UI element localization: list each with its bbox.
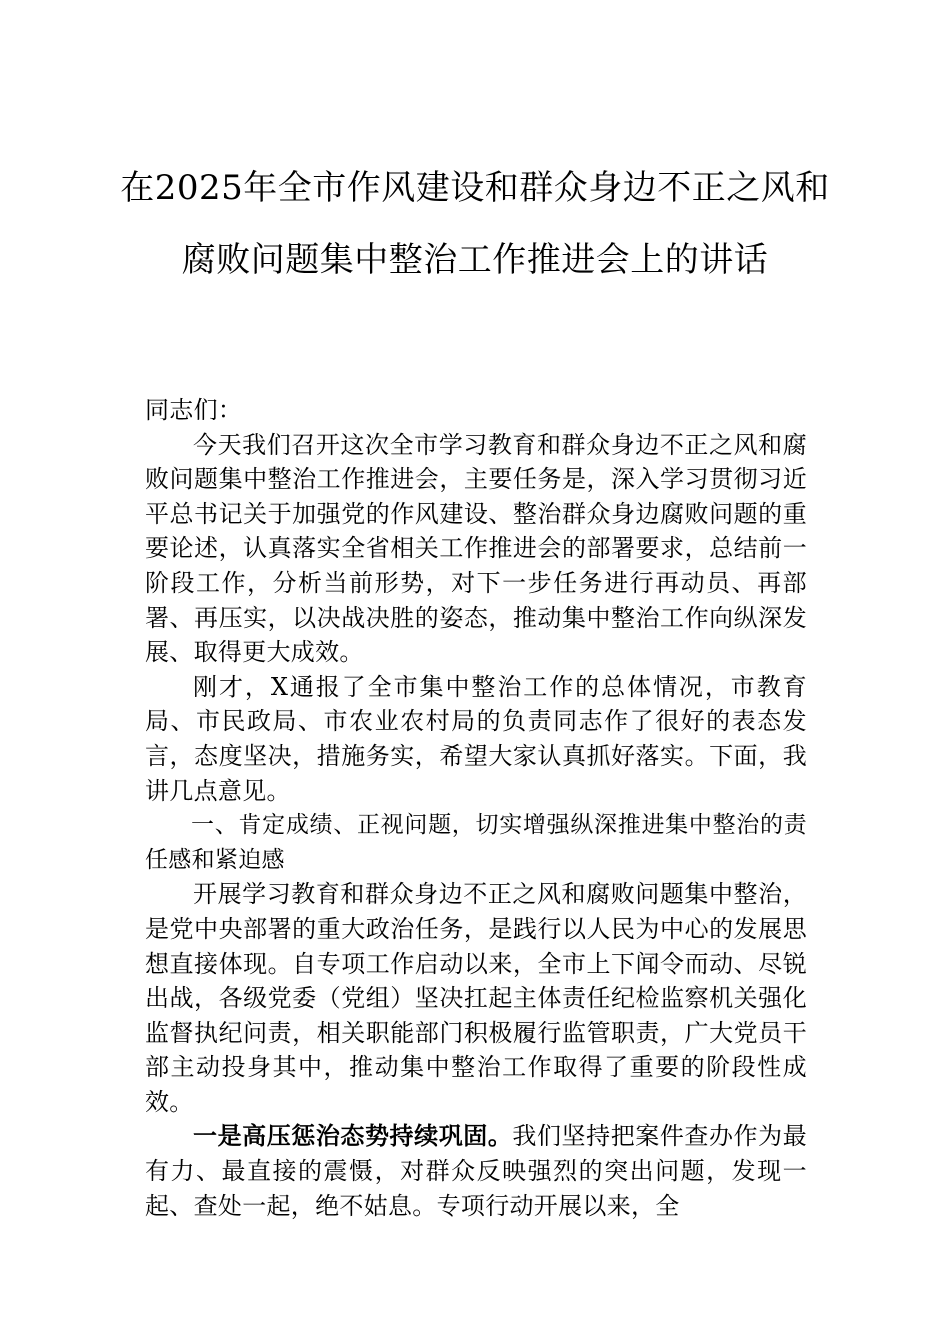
point-one-text: 我们坚持把案件查办作为最有力、最直接的震慑，对群众反映强烈的突出问题，发现一起、查处一起，绝不姑息。专项行动开展以来，全 [145, 1122, 807, 1220]
paragraph-briefing: 刚才，X通报了全市集中整治工作的总体情况，市教育局、市民政局、市农业农村局的负责同志作了很好的表态发言，态度坚决，措施务实，希望大家认真抓好落实。下面，我讲几点意见。 [145, 672, 807, 805]
document-body [145, 393, 807, 1223]
paragraph-section-one: 开展学习教育和群众身边不正之风和腐败问题集中整治，是党中央部署的重大政治任务，是践行以人民为中心的发展思想直接体现。自专项工作启动以来，全市上下闻令而动、尽锐出战，各级党委（党组）坚决扛起主体责任纪检监察机关强化监督执纪问责，相关职能部门积极履行监管职责，广大党员干部主动投身其中，推动集中整治工作取得了重要的阶段性成效。 [145, 880, 807, 1116]
salutation: 同志们： [145, 396, 243, 424]
point-one-lead: 一是高压惩治态势持续巩固。 [193, 1121, 513, 1151]
paragraph-point-one [145, 1119, 807, 1223]
paragraph-intro: 今天我们召开这次全市学习教育和群众身边不正之风和腐败问题集中整治工作推进会，主要任务是，深入学习贯彻习近平总书记关于加强党的作风建设、整治群众身边腐败问题的重要论述，认真落实全省相关工作推进会的部署要求，总结前一阶段工作，分析当前形势，对下一步任务进行再动员、再部署、再压实，以决战决胜的姿态，推动集中整治工作向纵深发展、取得更大成效。 [145, 430, 807, 667]
page-title: 在2025年全市作风建设和群众身边不正之风和腐败问题集中整治工作推进会上的讲话 [120, 168, 830, 280]
section-heading: 一、肯定成绩、正视问题，切实增强纵深推进集中整治的责任感和紧迫感 [145, 812, 807, 873]
